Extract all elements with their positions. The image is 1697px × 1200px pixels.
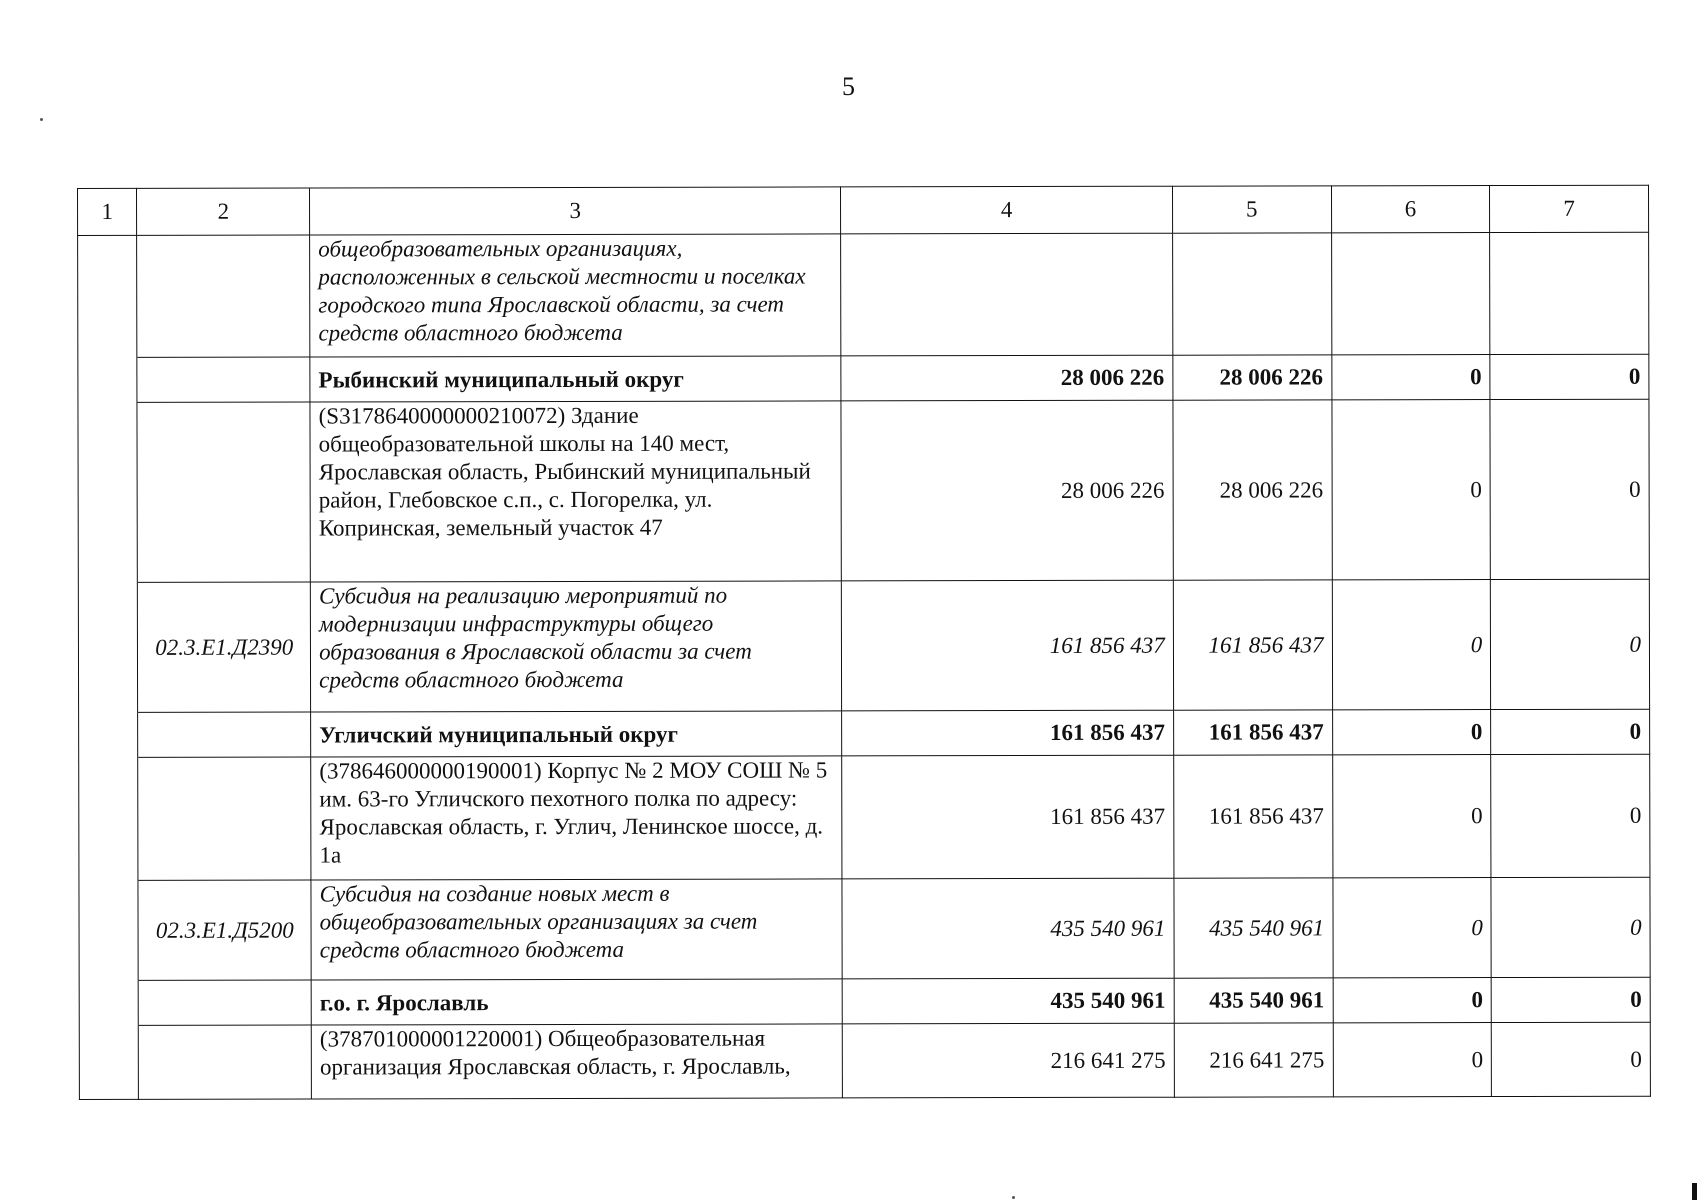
code-cell <box>138 712 311 757</box>
table-row <box>78 579 1649 712</box>
description-cell: (S3178640000000210072) Здание общеобразовательной школы на 140 мест, Ярославская область, Рыбинский муниципальный район, Глебовское с.п., с. Погорелка, ул. Копринская, земельный участок 47 <box>310 401 842 582</box>
table-body <box>78 232 1651 1099</box>
code-cell <box>138 757 311 880</box>
value-cell-4: 161 856 437 <box>842 710 1174 756</box>
code-cell: 02.3.Е1.Д5200 <box>138 880 311 980</box>
table-header <box>78 185 1649 235</box>
value-cell-6: 0 <box>1332 878 1491 978</box>
value-cell-5: 435 540 961 <box>1174 878 1333 978</box>
value-cell-7: 0 <box>1490 354 1649 399</box>
column-header-2: 2 <box>137 188 310 235</box>
code-cell <box>137 235 310 357</box>
description-cell: Субсидия на создание новых мест в общеобразовательных организациях за счет средств областного бюджета <box>311 879 842 980</box>
table-row <box>79 877 1650 980</box>
value-cell-7: 0 <box>1491 877 1650 977</box>
code-cell <box>137 402 310 582</box>
value-cell-5: 28 006 226 <box>1173 355 1332 400</box>
value-cell-7: 0 <box>1491 754 1650 877</box>
value-cell-5: 161 856 437 <box>1174 755 1333 878</box>
scan-speck <box>1012 1196 1015 1199</box>
table-row <box>78 232 1649 357</box>
column-header-5: 5 <box>1172 186 1331 233</box>
description-cell: (378701000001220001) Общеобразовательная организация Ярославская область, г. Ярославль, <box>311 1024 842 1099</box>
value-cell-6: 0 <box>1331 355 1490 400</box>
description-cell: г.о. г. Ярославль <box>311 979 842 1025</box>
table-row <box>78 354 1649 402</box>
table-row <box>79 1022 1650 1099</box>
value-cell-6: 0 <box>1332 580 1491 710</box>
value-cell-5: 28 006 226 <box>1173 400 1332 580</box>
row-number-cell <box>78 582 138 712</box>
table-row <box>79 709 1650 757</box>
description-cell: Рыбинский муниципальный округ <box>310 356 841 402</box>
header-row <box>78 185 1649 235</box>
value-cell-6: 0 <box>1333 1023 1492 1097</box>
value-cell-7: 0 <box>1491 579 1650 709</box>
row-number-cell <box>79 1025 139 1099</box>
column-header-4: 4 <box>841 186 1173 234</box>
value-cell-4: 161 856 437 <box>842 755 1174 879</box>
value-cell-6: 0 <box>1333 978 1492 1023</box>
scan-edge-mark <box>1692 1183 1697 1200</box>
value-cell-4: 161 856 437 <box>842 580 1174 711</box>
value-cell-6: 0 <box>1331 400 1490 580</box>
table-row <box>79 977 1650 1025</box>
value-cell-5: 435 540 961 <box>1174 978 1333 1023</box>
table-row <box>78 399 1649 582</box>
scan-speck <box>40 118 43 121</box>
value-cell-7: 0 <box>1490 399 1649 579</box>
row-number-cell <box>79 757 139 880</box>
description-cell: Угличский муниципальный округ <box>311 711 842 757</box>
row-number-cell <box>79 880 139 980</box>
value-cell-5 <box>1172 233 1331 355</box>
value-cell-5: 216 641 275 <box>1174 1023 1333 1097</box>
description-cell: Субсидия на реализацию мероприятий по модернизации инфраструктуры общего образования в Ярославской области за счет средств областного бюджета <box>310 581 841 712</box>
value-cell-7: 0 <box>1491 709 1650 754</box>
row-number-cell <box>78 402 138 582</box>
row-number-cell <box>79 712 138 757</box>
code-cell <box>137 357 310 402</box>
value-cell-4 <box>841 233 1173 356</box>
value-cell-6 <box>1331 233 1490 355</box>
column-header-3: 3 <box>310 187 841 235</box>
value-cell-6: 0 <box>1332 710 1491 755</box>
row-number-cell <box>79 980 138 1025</box>
code-cell <box>139 980 312 1025</box>
value-cell-5: 161 856 437 <box>1173 710 1332 755</box>
page-number: 5 <box>842 72 855 101</box>
value-cell-4: 28 006 226 <box>841 400 1173 581</box>
table-row <box>79 754 1650 880</box>
value-cell-4: 216 641 275 <box>843 1023 1175 1098</box>
value-cell-4: 435 540 961 <box>843 978 1175 1024</box>
value-cell-7 <box>1490 232 1649 354</box>
row-number-cell <box>78 235 138 357</box>
value-cell-7: 0 <box>1491 977 1650 1022</box>
budget-table <box>77 185 1651 1100</box>
value-cell-4: 435 540 961 <box>842 878 1174 979</box>
description-cell: (378646000000190001) Корпус № 2 МОУ СОШ № 5 им. 63-го Угличского пехотного полка по адресу: Ярославская область, г. Углич, Ленинское шоссе, д. 1а <box>311 756 842 880</box>
value-cell-6: 0 <box>1332 755 1491 878</box>
column-header-6: 6 <box>1331 186 1490 233</box>
description-cell: общеобразовательных организациях, расположенных в сельской местности и поселках городского типа Ярославской области, за счет средств областного бюджета <box>310 234 841 357</box>
code-cell: 02.3.Е1.Д2390 <box>138 582 311 712</box>
column-header-1: 1 <box>78 188 137 235</box>
code-cell <box>139 1025 312 1099</box>
column-header-7: 7 <box>1490 185 1649 232</box>
value-cell-5: 161 856 437 <box>1173 580 1332 710</box>
row-number-cell <box>78 357 137 402</box>
value-cell-7: 0 <box>1492 1022 1651 1096</box>
value-cell-4: 28 006 226 <box>841 355 1173 401</box>
